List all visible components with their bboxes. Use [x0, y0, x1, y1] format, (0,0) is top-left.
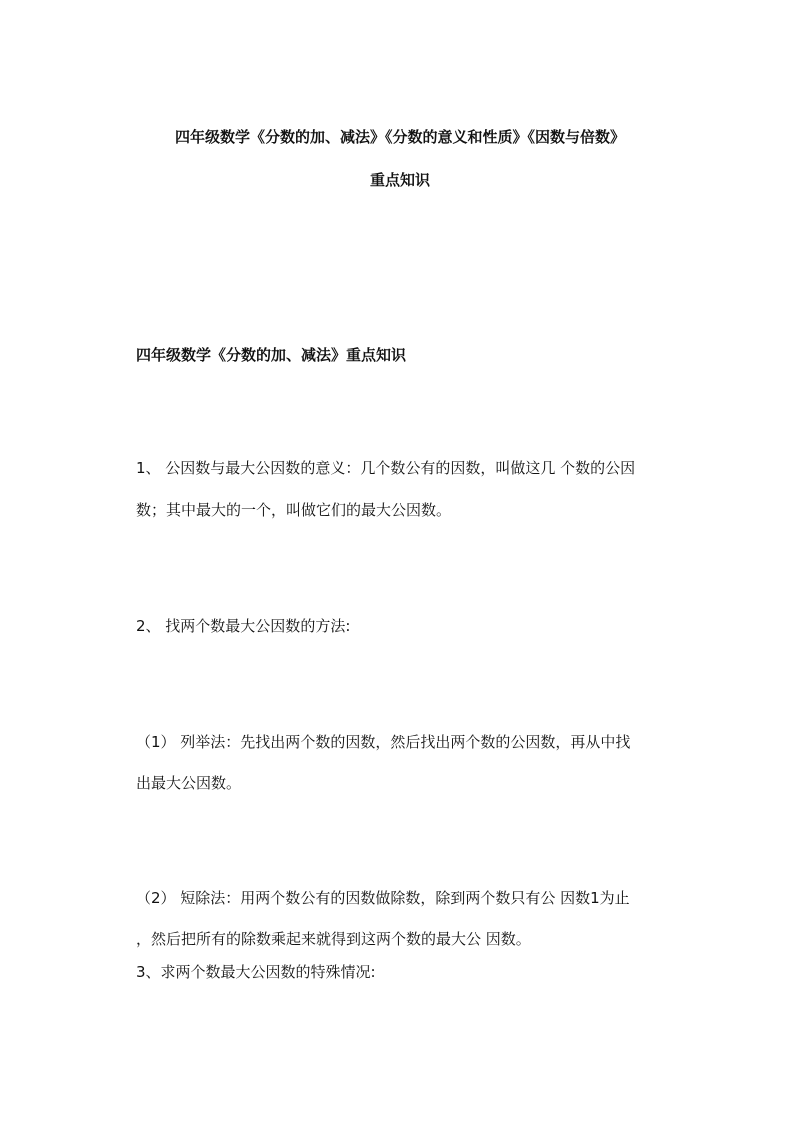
- section-heading: 四年级数学《分数的加、减法》重点知识: [136, 346, 407, 364]
- document-title: 四年级数学《分数的加、减法》《分数的意义和性质》《因数与倍数》: [174, 128, 625, 146]
- sub-item-2-line-2: ，然后把所有的除数乘起来就得到这两个数的最大公 因数。: [136, 930, 531, 948]
- item-3: 3、求两个数最大公因数的特殊情况:: [136, 963, 376, 981]
- sub-item-1-line-2: 出最大公因数。: [136, 774, 242, 792]
- item-1-line-1: 1、 公因数与最大公因数的意义：几个数公有的因数，叫做这几 个数的公因: [136, 459, 636, 477]
- sub-item-2-line-1: （2） 短除法：用两个数公有的因数做除数，除到两个数只有公 因数1为止: [136, 889, 630, 907]
- sub-item-1-line-1: （1） 列举法：先找出两个数的因数，然后找出两个数的公因数，再从中找: [136, 733, 631, 751]
- item-1-line-2: 数；其中最大的一个，叫做它们的最大公因数。: [136, 501, 452, 519]
- document-subtitle: 重点知识: [369, 171, 430, 189]
- item-2: 2、 找两个数最大公因数的方法:: [136, 617, 351, 635]
